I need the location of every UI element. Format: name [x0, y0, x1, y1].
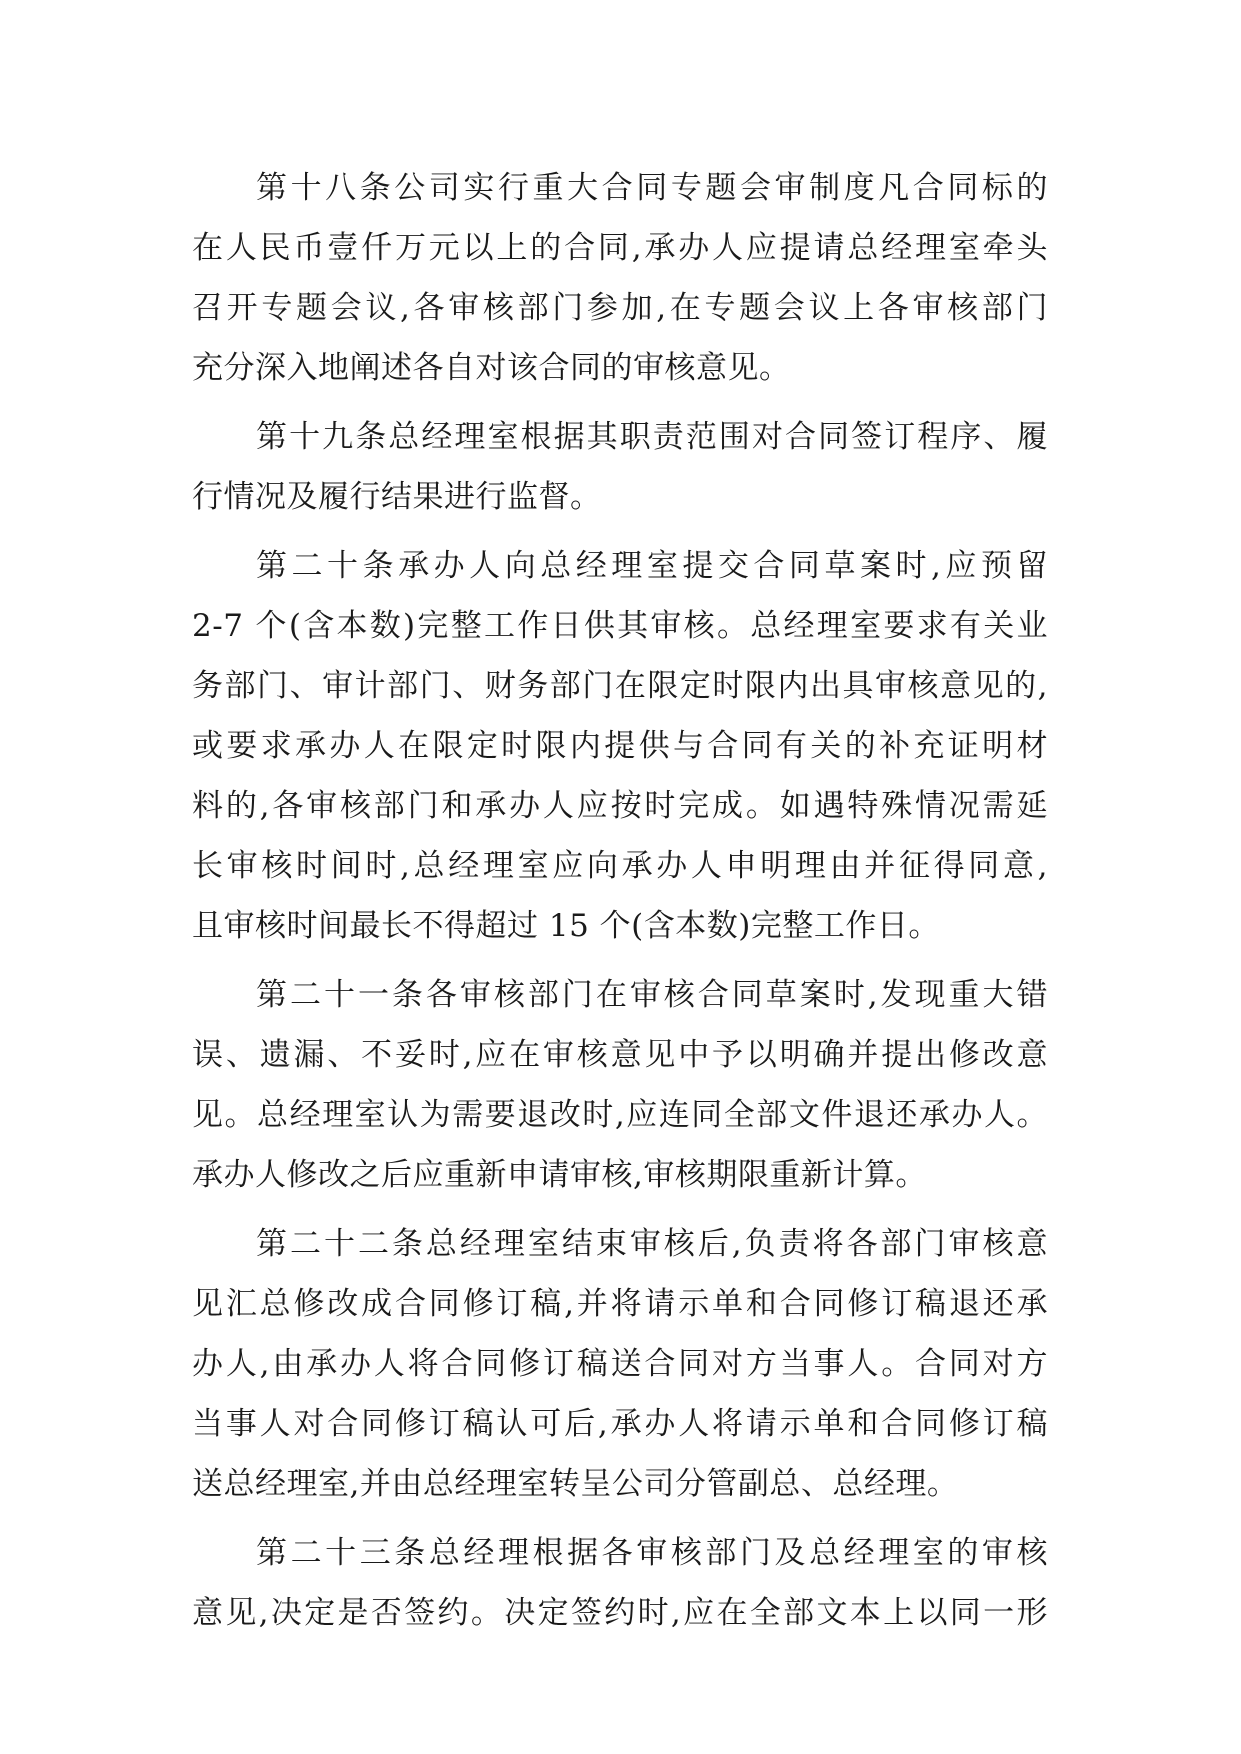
text-line: 送总经理室,并由总经理室转呈公司分管副总、总经理。	[192, 1466, 959, 1502]
text-line: 第十九条总经理室根据其职责范围对合同签订程序、履	[256, 419, 1048, 455]
text-line: 误、遗漏、不妥时,应在审核意见中予以明确并提出修改意	[192, 1037, 1048, 1073]
text-line: 料的,各审核部门和承办人应按时完成。如遇特殊情况需延	[192, 788, 1048, 824]
text-line: 承办人修改之后应重新申请审核,审核期限重新计算。	[192, 1157, 927, 1193]
text-line: 第二十三条总经理根据各审核部门及总经理室的审核	[256, 1535, 1048, 1571]
text-line: 务部门、审计部门、财务部门在限定时限内出具审核意见的,	[192, 668, 1048, 704]
article-21	[192, 965, 1048, 1205]
text-line: 第二十条承办人向总经理室提交合同草案时,应预留	[256, 548, 1048, 584]
article-18	[192, 158, 1048, 398]
text-line: 办人,由承办人将合同修订稿送合同对方当事人。合同对方	[192, 1346, 1048, 1382]
text-line: 2-7 个(含本数)完整工作日供其审核。总经理室要求有关业	[192, 608, 1048, 644]
text-line: 意见,决定是否签约。决定签约时,应在全部文本上以同一形	[192, 1595, 1048, 1631]
text-line: 充分深入地阐述各自对该合同的审核意见。	[192, 350, 791, 386]
article-22	[192, 1214, 1048, 1514]
text-line: 或要求承办人在限定时限内提供与合同有关的补充证明材	[192, 728, 1048, 764]
document-body	[192, 158, 1048, 1643]
text-line: 召开专题会议,各审核部门参加,在专题会议上各审核部门	[192, 290, 1048, 326]
text-line: 长审核时间时,总经理室应向承办人申明理由并征得同意,	[192, 848, 1048, 884]
article-20	[192, 536, 1048, 956]
article-23	[192, 1523, 1048, 1643]
text-line: 第二十二条总经理室结束审核后,负责将各部门审核意	[256, 1226, 1048, 1262]
text-line: 见汇总修改成合同修订稿,并将请示单和合同修订稿退还承	[192, 1286, 1048, 1322]
text-line: 且审核时间最长不得超过 15 个(含本数)完整工作日。	[192, 908, 940, 944]
text-line: 第十八条公司实行重大合同专题会审制度凡合同标的	[256, 170, 1048, 206]
article-19	[192, 407, 1048, 527]
text-line: 见。总经理室认为需要退改时,应连同全部文件退还承办人。	[192, 1097, 1048, 1133]
text-line: 在人民币壹仟万元以上的合同,承办人应提请总经理室牵头	[192, 230, 1048, 266]
text-line: 行情况及履行结果进行监督。	[192, 479, 602, 515]
text-line: 第二十一条各审核部门在审核合同草案时,发现重大错	[256, 977, 1048, 1013]
text-line: 当事人对合同修订稿认可后,承办人将请示单和合同修订稿	[192, 1406, 1048, 1442]
